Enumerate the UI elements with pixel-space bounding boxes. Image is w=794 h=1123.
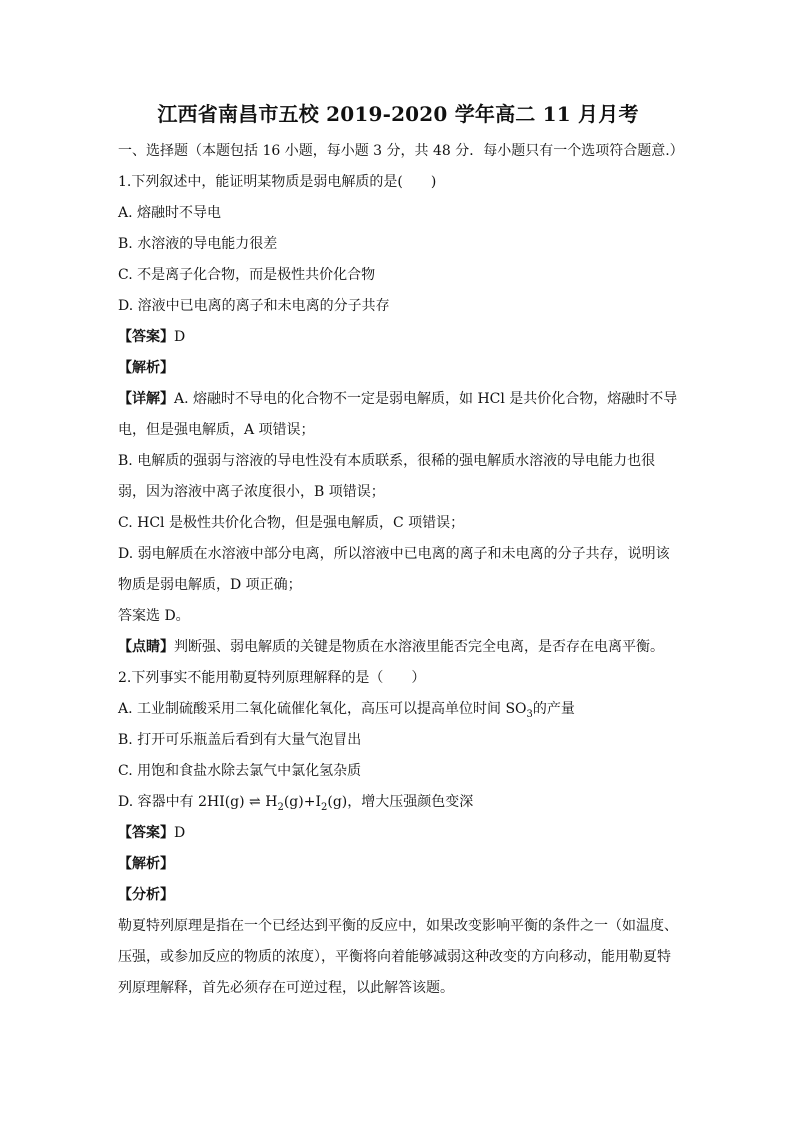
q1-detail-c: C. HCl 是极性共价化合物，但是强电解质，C 项错误； [118, 515, 465, 531]
q1-detail-d: D. 弱电解质在水溶液中部分电离，所以溶液中已电离的离子和未电离的分子共存，说明该物质是弱电解质，D 项正确； [118, 546, 670, 593]
q2-stem: 2.下列事实不能用勒夏特列原理解释的是（ ） [118, 670, 426, 686]
q1-option-b: B. 水溶液的导电能力很差 [118, 236, 278, 252]
q1-answer [118, 322, 678, 353]
q2-option-d-mid: (g)+I [283, 794, 321, 810]
document-page [118, 100, 684, 1004]
subscript: 2 [277, 801, 284, 813]
q2-option-d-tail: (g)，增大压强颜色变深 [327, 794, 474, 810]
detail-tag: 【详解】 [118, 391, 174, 407]
page-title: 江西省南昌市五校 2019-2020 学年高二 11 月月考 [157, 102, 639, 126]
q2-option-a-text: A. 工业制硫酸采用二氧化硫催化氧化，高压可以提高单位时间 SO [118, 701, 527, 717]
q2-option-b: B. 打开可乐瓶盖后看到有大量气泡冒出 [118, 732, 362, 748]
q2-option-c: C. 用饱和食盐水除去氯气中氯化氢杂质 [118, 763, 362, 779]
q2-option-d [118, 787, 678, 818]
answer-tag: 【答案】 [118, 329, 174, 345]
q1-detail-a [118, 384, 678, 446]
q2-option-d-text: D. 容器中有 2HI(g) ⇌ H [118, 794, 278, 810]
q1-analysis-tag: 【解析】 [118, 360, 174, 376]
q2-option-a-tail: 的产量 [532, 701, 575, 717]
q2-answer [118, 818, 678, 849]
q1-choose: 答案选 D。 [118, 608, 190, 624]
tip-text: 判断强、弱电解质的关键是物质在水溶液里能否完全电离，是否存在电离平衡。 [174, 639, 664, 655]
q1-option-d: D. 溶液中已电离的离子和未电离的分子共存 [118, 298, 390, 314]
answer-value: D [174, 825, 186, 841]
q1-option-a: A. 熔融时不导电 [118, 205, 222, 221]
subscript: 2 [320, 801, 328, 813]
q1-option-c: C. 不是离子化合物，而是极性共价化合物 [118, 267, 376, 283]
answer-value: D [174, 329, 186, 345]
section-heading: 一、选择题（本题包括 16 小题，每小题 3 分，共 48 分．每小题只有一个选项符合题意.） [118, 143, 684, 159]
q2-fenxi-tag: 【分析】 [118, 887, 174, 903]
tip-tag: 【点睛】 [118, 639, 174, 655]
q1-detail-b: B. 电解质的强弱与溶液的导电性没有本质联系，很稀的强电解质水溶液的导电能力也很弱，因为溶液中离子浓度很小，B 项错误； [118, 453, 656, 500]
q2-fenxi: 勒夏特列原理是指在一个已经达到平衡的反应中，如果改变影响平衡的条件之一（如温度、压强，或参加反应的物质的浓度），平衡将向着能够减弱这种改变的方向移动，能用勒夏特列原理解释，首先必须存在可逆过程，以此解答该题。 [118, 918, 678, 996]
answer-tag: 【答案】 [118, 825, 174, 841]
q2-analysis-tag: 【解析】 [118, 856, 174, 872]
q1-stem: 1.下列叙述中，能证明某物质是弱电解质的是( ) [118, 174, 437, 190]
detail-a-text: A. 熔融时不导电的化合物不一定是弱电解质，如 HCl 是共价化合物，熔融时不导电，但是强电解质，A 项错误； [118, 391, 678, 438]
q1-tip [118, 632, 678, 663]
q2-option-a [118, 694, 678, 725]
subscript: 3 [526, 708, 533, 720]
